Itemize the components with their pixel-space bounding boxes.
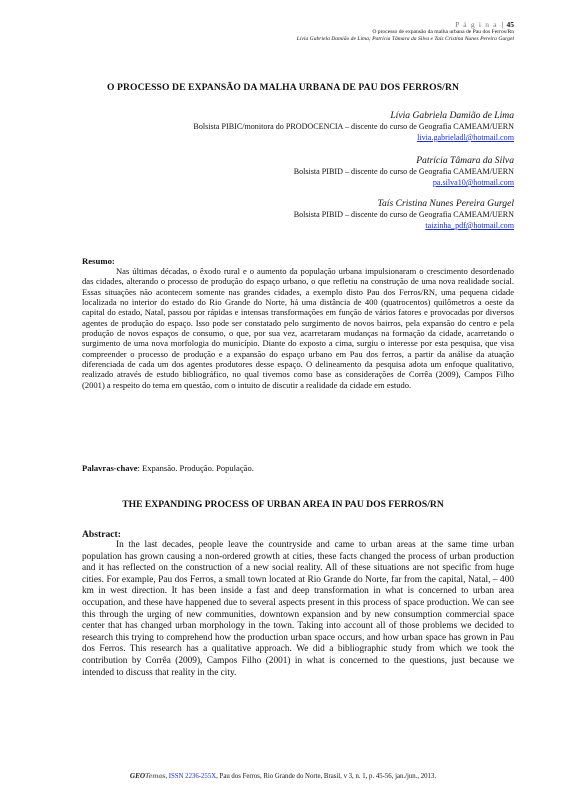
keywords-line [82, 463, 514, 473]
resumo-text: Nas últimas décadas, o êxodo rural e o aumento da população urbana impulsionaram o crescimento desordenado das cidades, alterando o processo de produção do espaço urbano, o que refletiu na construção de uma nova realidade social. Essas situações não acontecem somente nas grandes cidades, a exemplo disto Pau dos Ferros/RN, uma pequena cidade localizada no interior do estado do Rio Grande do Norte, há uma distância de 400 (quatrocentos) quilômetros a oeste da capital do estado, Natal, passou por rápidas e intensas transformações em função de vários fatores e provocadas por diversos agentes de produção do espaço. Isso pode ser constatado pelo surgimento de novos bairros, pela expansão do centro e pela produção de novos espaços de consumo, o que, por sua vez, acarretaram mudanças na formação da cidade, acarretando o surgimento de uma nova morfologia do município. Diante do exposto a cima, surgiu o interesse por esta pesquisa, que visa compreender o processo de produção e a expansão do espaço urbano em Pau dos ferros, a partir da análise da atuação diferenciada de cada um dos agentes produtores desse espaço. O delineamento da pesquisa adota um enfoque qualitativo, realizado através de estudo bibliográfico, no qual tivemos como base as considerações de Corrêa (2009), Campos Filho (2001) a respeito do tema em questão, com o intuito de discutir a realidade da cidade em estudo. [82, 266, 514, 390]
page-label: P á g i n a | 45 [455, 20, 514, 29]
journal-logo: GEOTemas [129, 772, 166, 780]
abstract-text: In the last decades, people leave the countryside and came to urban areas at the same time urban population has grown causing a non-ordered growth at cities, these facts changed the process of urban production and it has reflected on the construction of a new social reality. All of these situations are not specific from huge cities. For example, Pau dos Ferros, a small town located at Rio Grande do Norte, far from the capital, Natal, – 400 km in west direction. It has been inside a fast and deep transformation in what is concerned to urban area occupation, and these have happened due to several aspects present in this process of space production. We can see this through the urging of new communities, downtown expansion and by new consumption commercial space center that has changed urban morphology in the town. Taking into account all of those problems we decided to research this trying to comprehend how the production urban space occurs, and how urban space has grown in Pau dos Ferros. This research has a qualitative approach. We did a bibliographic study from which we took the contribution by Corrêa (2009), Campos Filho (2001) in what is concerned to the questions, just because we intended to discuss that reality in the city. [82, 540, 514, 678]
author-email-link[interactable]: pa.silva10@hotmail.com [432, 178, 514, 187]
resumo-heading: Resumo: [82, 256, 115, 266]
author-block [193, 110, 514, 143]
keywords-label: Palavras-chave [82, 463, 138, 473]
pagina-text: P á g i n a [455, 20, 498, 29]
author-block [294, 198, 514, 231]
issn-link[interactable]: ISSN 2236-255X [168, 773, 217, 780]
resumo-section [82, 256, 514, 390]
author-email-link[interactable]: livia.gabrieladl@hotmail.com [417, 133, 514, 142]
author-affiliation: Bolsista PIBID – discente do curso de Geografia CAMEAM/UERN [293, 167, 514, 176]
keywords-text: : Expansão. Produção. População. [137, 463, 254, 473]
page-number: 45 [506, 20, 514, 29]
author-block [294, 155, 514, 188]
author-name: Taís Cristina Nunes Pereira Gurgel [377, 198, 514, 209]
author-name: Patrícia Tâmara da Silva [416, 155, 514, 166]
article-title-pt: O PROCESSO DE EXPANSÃO DA MALHA URBANA DE PAU DOS FERROS/RN [106, 82, 460, 93]
citation-text: , Pau dos Ferros, Rio Grande do Norte, Brasil, v 3, n. 1, p. 45-56, jan./jun., 2013. [216, 773, 437, 780]
author-email-link[interactable]: taizinha_pdf@hotmail.com [425, 221, 514, 230]
abstract-heading: Abstract: [82, 529, 121, 540]
author-name: Lívia Gabriela Damião de Lima [390, 110, 514, 121]
journal-footer: GEOTemas, ISSN 2236-255X, Pau dos Ferros, Rio Grande do Norte, Brasil, v 3, n. 1, p. 45-56, jan./jun., 2013. [129, 772, 437, 780]
author-affiliation: Bolsista PIBID – discente do curso de Geografia CAMEAM/UERN [293, 210, 514, 219]
header-authors: Lívia Gabriela Damião de Lima; Patrícia Tâmara da Silva e Taís Cristina Nunes Pereira Gurgel [296, 36, 514, 42]
author-affiliation: Bolsista PIBIC/monitora do PRODOCENCIA – discente do curso de Geografia CAMEAM/UERN [193, 122, 514, 131]
abstract-section [82, 529, 514, 679]
running-header [297, 20, 514, 43]
article-title-en: THE EXPANDING PROCESS OF URBAN AREA IN PAU DOS FERROS/RN [122, 499, 444, 510]
header-article-title: O processo de expansão da malha urbana de Pau dos Ferros/Rn [372, 29, 514, 35]
